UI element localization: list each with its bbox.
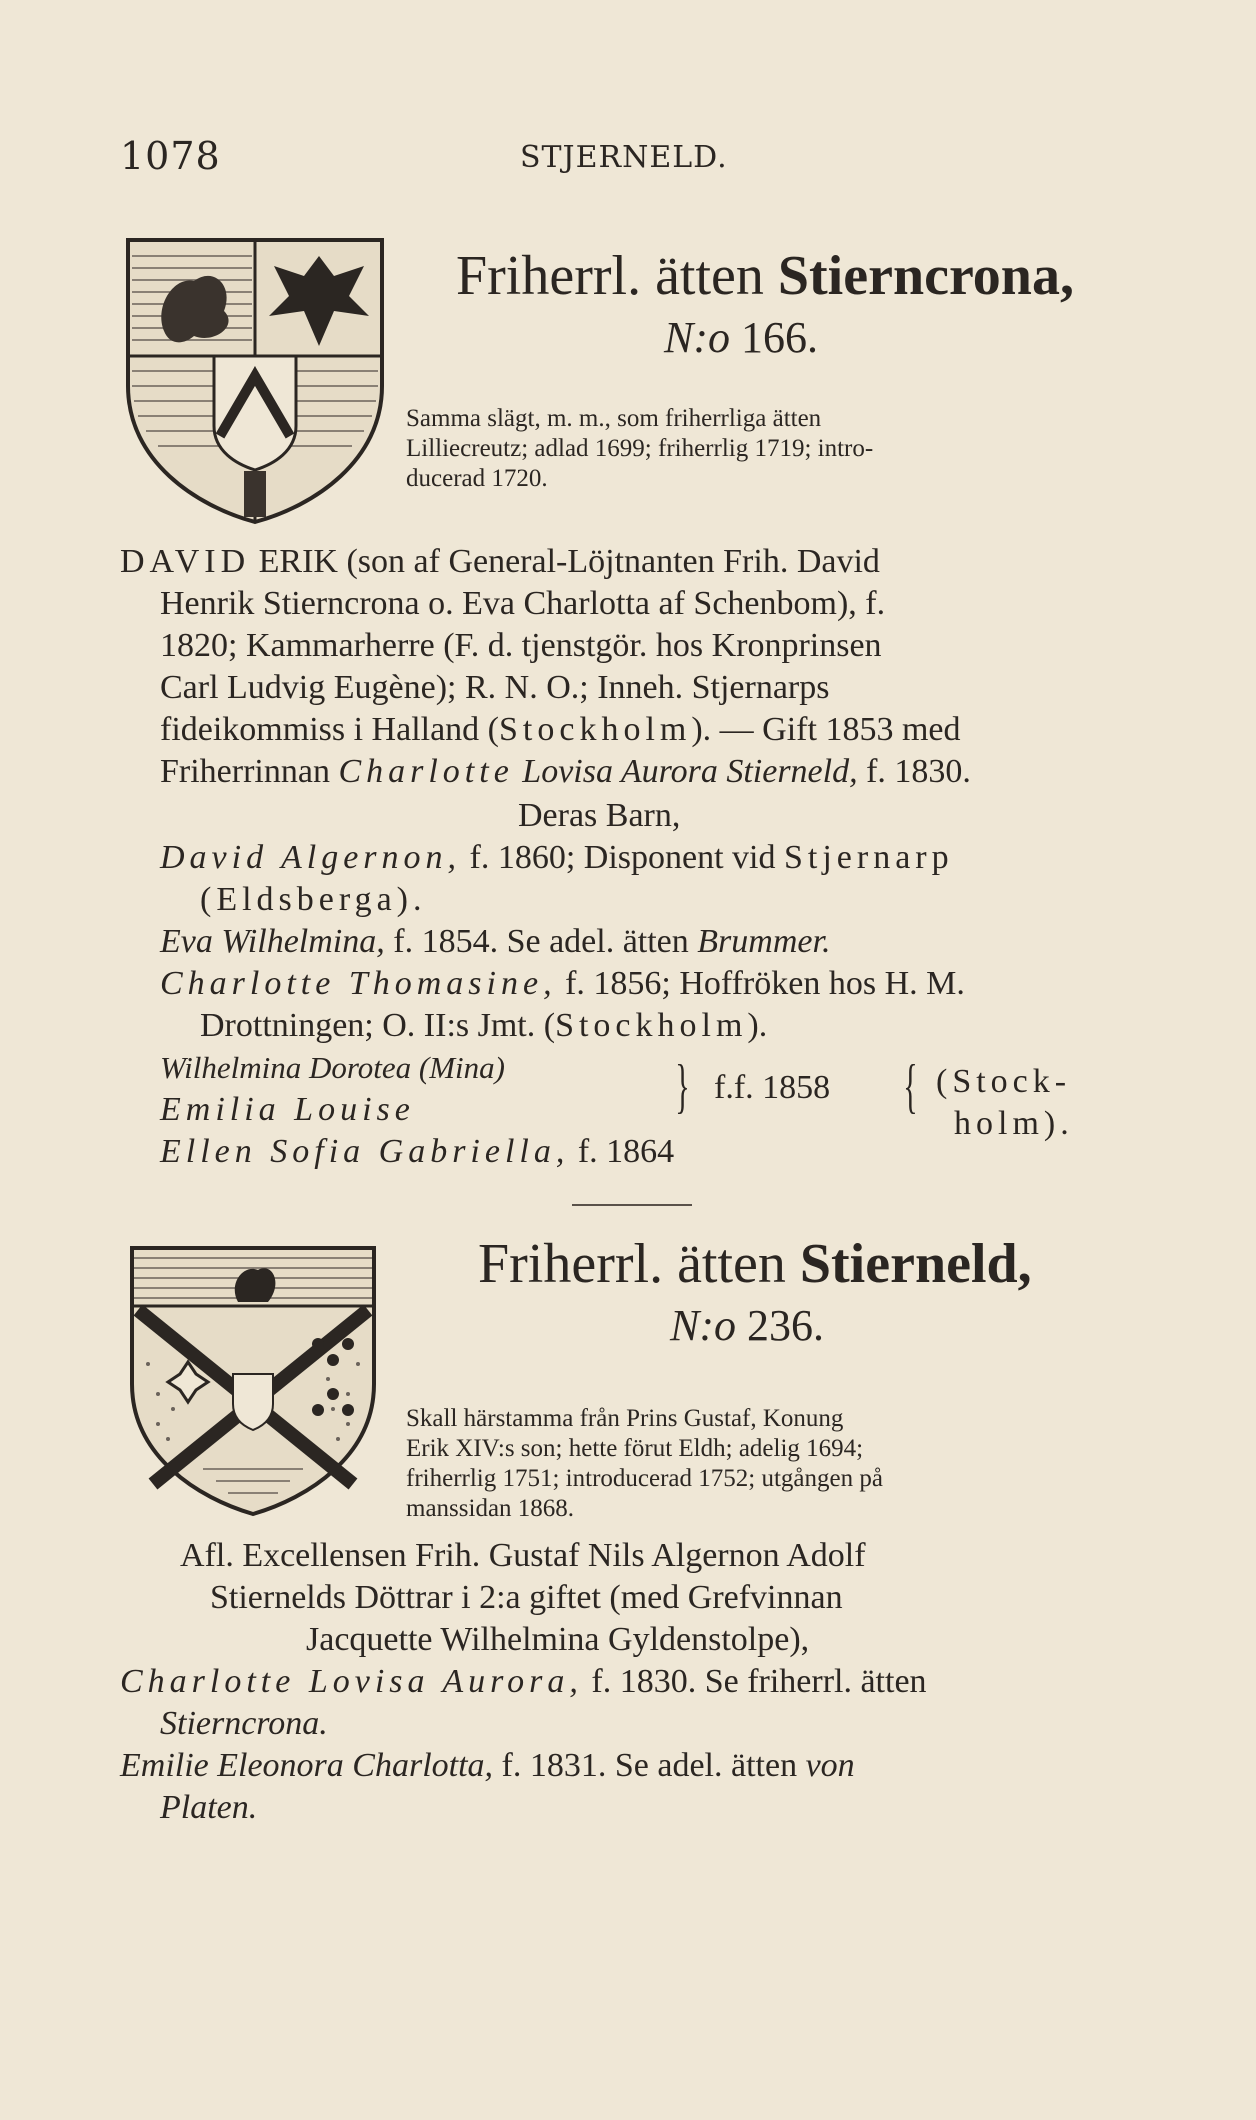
section2-body-line-3: Jacquette Wilhelmina Gyldenstolpe), — [306, 1621, 810, 1658]
entry-line-6-b: f. 1830. — [857, 753, 971, 790]
section1-title-prefix: Friherrl. ätten — [456, 245, 764, 307]
entry-line-5-b: ). — Gift 1853 med — [691, 711, 961, 748]
section2-title-prefix: Friherrl. ätten — [478, 1233, 786, 1295]
child-3-name: Charlotte Thomasine, — [160, 965, 557, 1002]
section2-body-line-2: Stiernelds Döttrar i 2:a giftet (med Grefvinnan — [210, 1579, 843, 1616]
child-6-text: f. 1864 — [569, 1133, 675, 1170]
child-1-text: f. 1860; Disponent vid — [461, 839, 784, 876]
entry-line-1-rest: ERIK (son af General-Löjtnanten Frih. David — [258, 543, 880, 580]
child-3-text: f. 1856; Hoffröken hos H. M. — [556, 965, 965, 1002]
daughter-1-family: Stierncrona. — [160, 1705, 328, 1742]
section-divider — [572, 1204, 692, 1206]
daughter-2-family-a: von — [805, 1747, 855, 1784]
entry-line-6 — [160, 752, 971, 792]
brace-left: } — [675, 1053, 690, 1119]
entry-line-5-a: fideikommiss i Halland ( — [160, 711, 500, 748]
section2-intro-line-3: friherrlig 1751; introducerad 1752; utgången på — [406, 1465, 883, 1492]
twins-place-b: holm). — [954, 1105, 1074, 1142]
entry-line-2: Henrik Stierncrona o. Eva Charlotta af Schenbom), f. — [160, 585, 886, 622]
brace-right: { — [903, 1053, 918, 1119]
daughter-2 — [120, 1746, 855, 1786]
child-1-line-2: (Eldsberga). — [200, 881, 427, 918]
entry-name: DAVID — [120, 543, 251, 580]
section2-intro-line-4: manssidan 1868. — [406, 1495, 575, 1522]
section1-intro-line-2: Lilliecreutz; adlad 1699; friherrlig 1719; intro- — [406, 435, 874, 462]
daughter-2-family: Platen. — [160, 1789, 258, 1826]
entry-line-5-place: Stockholm — [499, 711, 692, 748]
child-2-text: f. 1854. Se adel. ätten — [384, 923, 698, 960]
running-head: STJERNELD. — [520, 140, 728, 175]
daughter-1-text: f. 1830. Se friherrl. ätten — [582, 1663, 927, 1700]
section1-intro-line-3: ducerad 1720. — [406, 465, 548, 492]
child-4-name: Wilhelmina Dorotea (Mina) — [160, 1050, 505, 1085]
coat-of-arms-stierneld — [128, 1244, 378, 1518]
daughter-2-name: Emilie Eleonora Charlotta, — [120, 1747, 494, 1784]
child-3-line-2 — [200, 1006, 767, 1046]
child-3-place: Stockholm — [555, 1007, 748, 1044]
section2-title-name: Stierneld, — [799, 1233, 1032, 1295]
section2-intro-line-2: Erik XIV:s son; hette förut Eldh; adelig 1694; — [406, 1435, 864, 1462]
section2-title — [478, 1232, 1032, 1296]
child-3-line-2-b: ). — [747, 1007, 768, 1044]
section1-number-value: 166. — [741, 313, 818, 362]
child-6-name: Ellen Sofia Gabriella, — [160, 1133, 570, 1170]
entry-spouse-name-a: Charlotte — [338, 753, 514, 790]
entry-line-1 — [120, 542, 880, 582]
child-1-name: David Algernon, — [160, 839, 462, 876]
section1-title — [456, 244, 1074, 308]
daughter-1-name: Charlotte Lovisa Aurora, — [120, 1663, 583, 1700]
entry-line-6-a: Friherrinnan — [160, 753, 339, 790]
child-3-line-2-a: Drottningen; O. II:s Jmt. ( — [200, 1007, 556, 1044]
entry-line-5 — [160, 710, 961, 750]
entry-spouse-name-b: Lovisa Aurora Stierneld, — [513, 753, 858, 790]
child-2 — [160, 922, 830, 962]
child-2-name: Eva Wilhelmina, — [160, 923, 385, 960]
child-5-name: Emilia Louise — [160, 1091, 415, 1128]
section2-number-label: N:o — [670, 1301, 736, 1350]
section2-number-value: 236. — [747, 1301, 824, 1350]
children-heading: Deras Barn, — [518, 797, 681, 834]
twins-born: f.f. 1858 — [714, 1069, 831, 1106]
section2-intro-line-1: Skall härstamma från Prins Gustaf, Konung — [406, 1405, 844, 1432]
page-number: 1078 — [120, 134, 221, 178]
entry-line-4: Carl Ludvig Eugène); R. N. O.; Inneh. Stjernarps — [160, 669, 830, 706]
daughter-2-text: f. 1831. Se adel. ätten — [493, 1747, 806, 1784]
section1-intro-line-1: Samma slägt, m. m., som friherrliga ätten — [406, 405, 822, 432]
child-3 — [160, 964, 965, 1004]
entry-line-3: 1820; Kammarherre (F. d. tjenstgör. hos Kronprinsen — [160, 627, 882, 664]
section1-number — [664, 312, 818, 363]
section1-title-name: Stierncrona, — [777, 245, 1074, 307]
child-1 — [160, 838, 954, 878]
child-1-place: Stjernarp — [784, 839, 954, 876]
section2-number — [670, 1300, 824, 1351]
coat-of-arms-stierncrona — [124, 236, 386, 526]
section1-number-label: N:o — [664, 313, 730, 362]
section2-body-line-1: Afl. Excellensen Frih. Gustaf Nils Algernon Adolf — [180, 1537, 866, 1574]
daughter-1 — [120, 1662, 927, 1702]
child-6 — [160, 1132, 674, 1172]
twins-place-a: (Stock- — [936, 1063, 1072, 1100]
child-2-family: Brummer. — [697, 923, 831, 960]
